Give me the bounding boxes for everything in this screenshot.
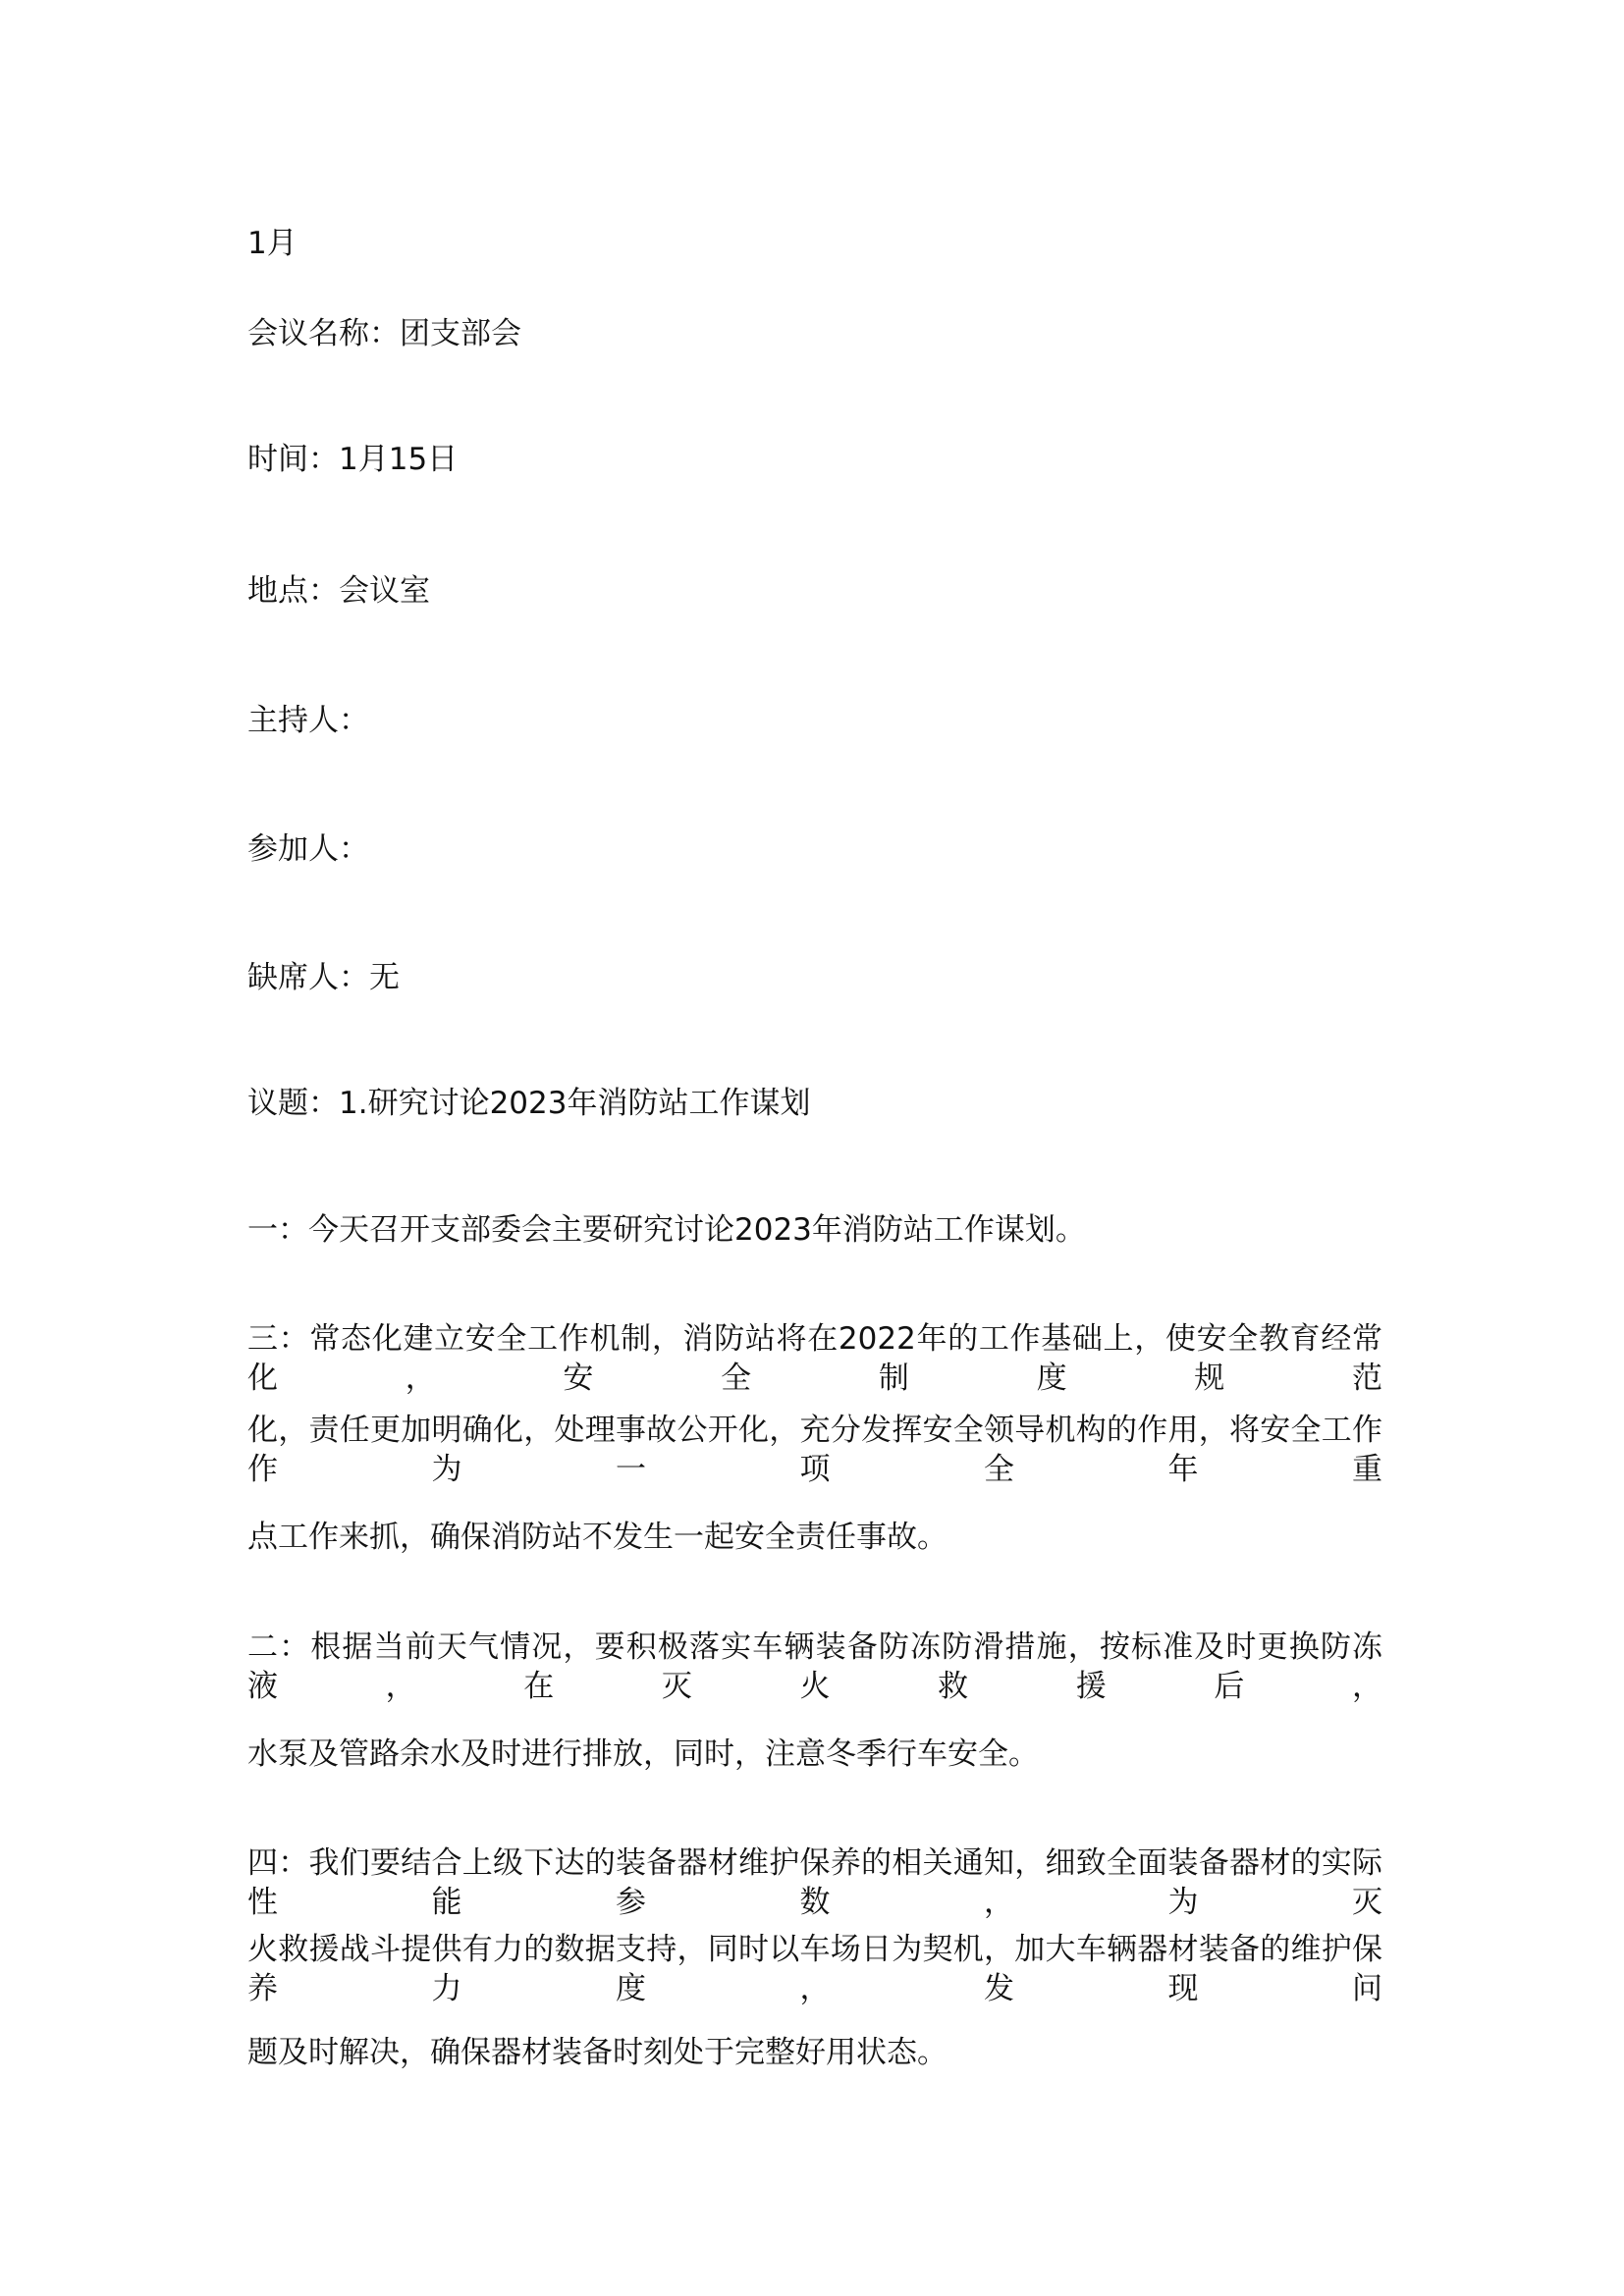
meeting-topic: 议题：1.研究讨论2023年消防站工作谋划 <box>247 1086 811 1121</box>
meeting-absentees: 缺席人：无 <box>247 960 400 995</box>
month-heading: 1月 <box>247 226 298 261</box>
meeting-host: 主持人： <box>247 703 369 738</box>
item-two-line: 二：根据当前天气情况，要积极落实车辆装备防冻防滑措施，按标准及时更换防冻液，在灭火救援后， <box>247 1629 1382 1704</box>
meeting-attendees: 参加人： <box>247 831 369 867</box>
meeting-location: 地点：会议室 <box>247 573 430 609</box>
item-three-line: 点工作来抓，确保消防站不发生一起安全责任事故。 <box>247 1520 947 1555</box>
item-four-line: 火救援战斗提供有力的数据支持，同时以车场日为契机，加大车辆器材装备的维护保养力度，发现问 <box>247 1932 1382 2006</box>
meeting-time: 时间：1月15日 <box>247 442 459 477</box>
meeting-name: 会议名称：团支部会 <box>247 316 521 351</box>
item-three-line: 化，责任更加明确化，处理事故公开化，充分发挥安全领导机构的作用，将安全工作作为一项全年重 <box>247 1413 1382 1487</box>
item-three-line: 三：常态化建立安全工作机制，消防站将在2022年的工作基础上，使安全教育经常化，安全制度规范 <box>247 1321 1382 1396</box>
item-one-line: 一：今天召开支部委会主要研究讨论2023年消防站工作谋划。 <box>247 1212 1086 1248</box>
item-four-line: 四：我们要结合上级下达的装备器材维护保养的相关通知，细致全面装备器材的实际性能参数，为灭 <box>247 1845 1382 1920</box>
item-two-line: 水泵及管路余水及时进行排放，同时，注意冬季行车安全。 <box>247 1736 1039 1772</box>
item-four-line: 题及时解决，确保器材装备时刻处于完整好用状态。 <box>247 2035 947 2070</box>
